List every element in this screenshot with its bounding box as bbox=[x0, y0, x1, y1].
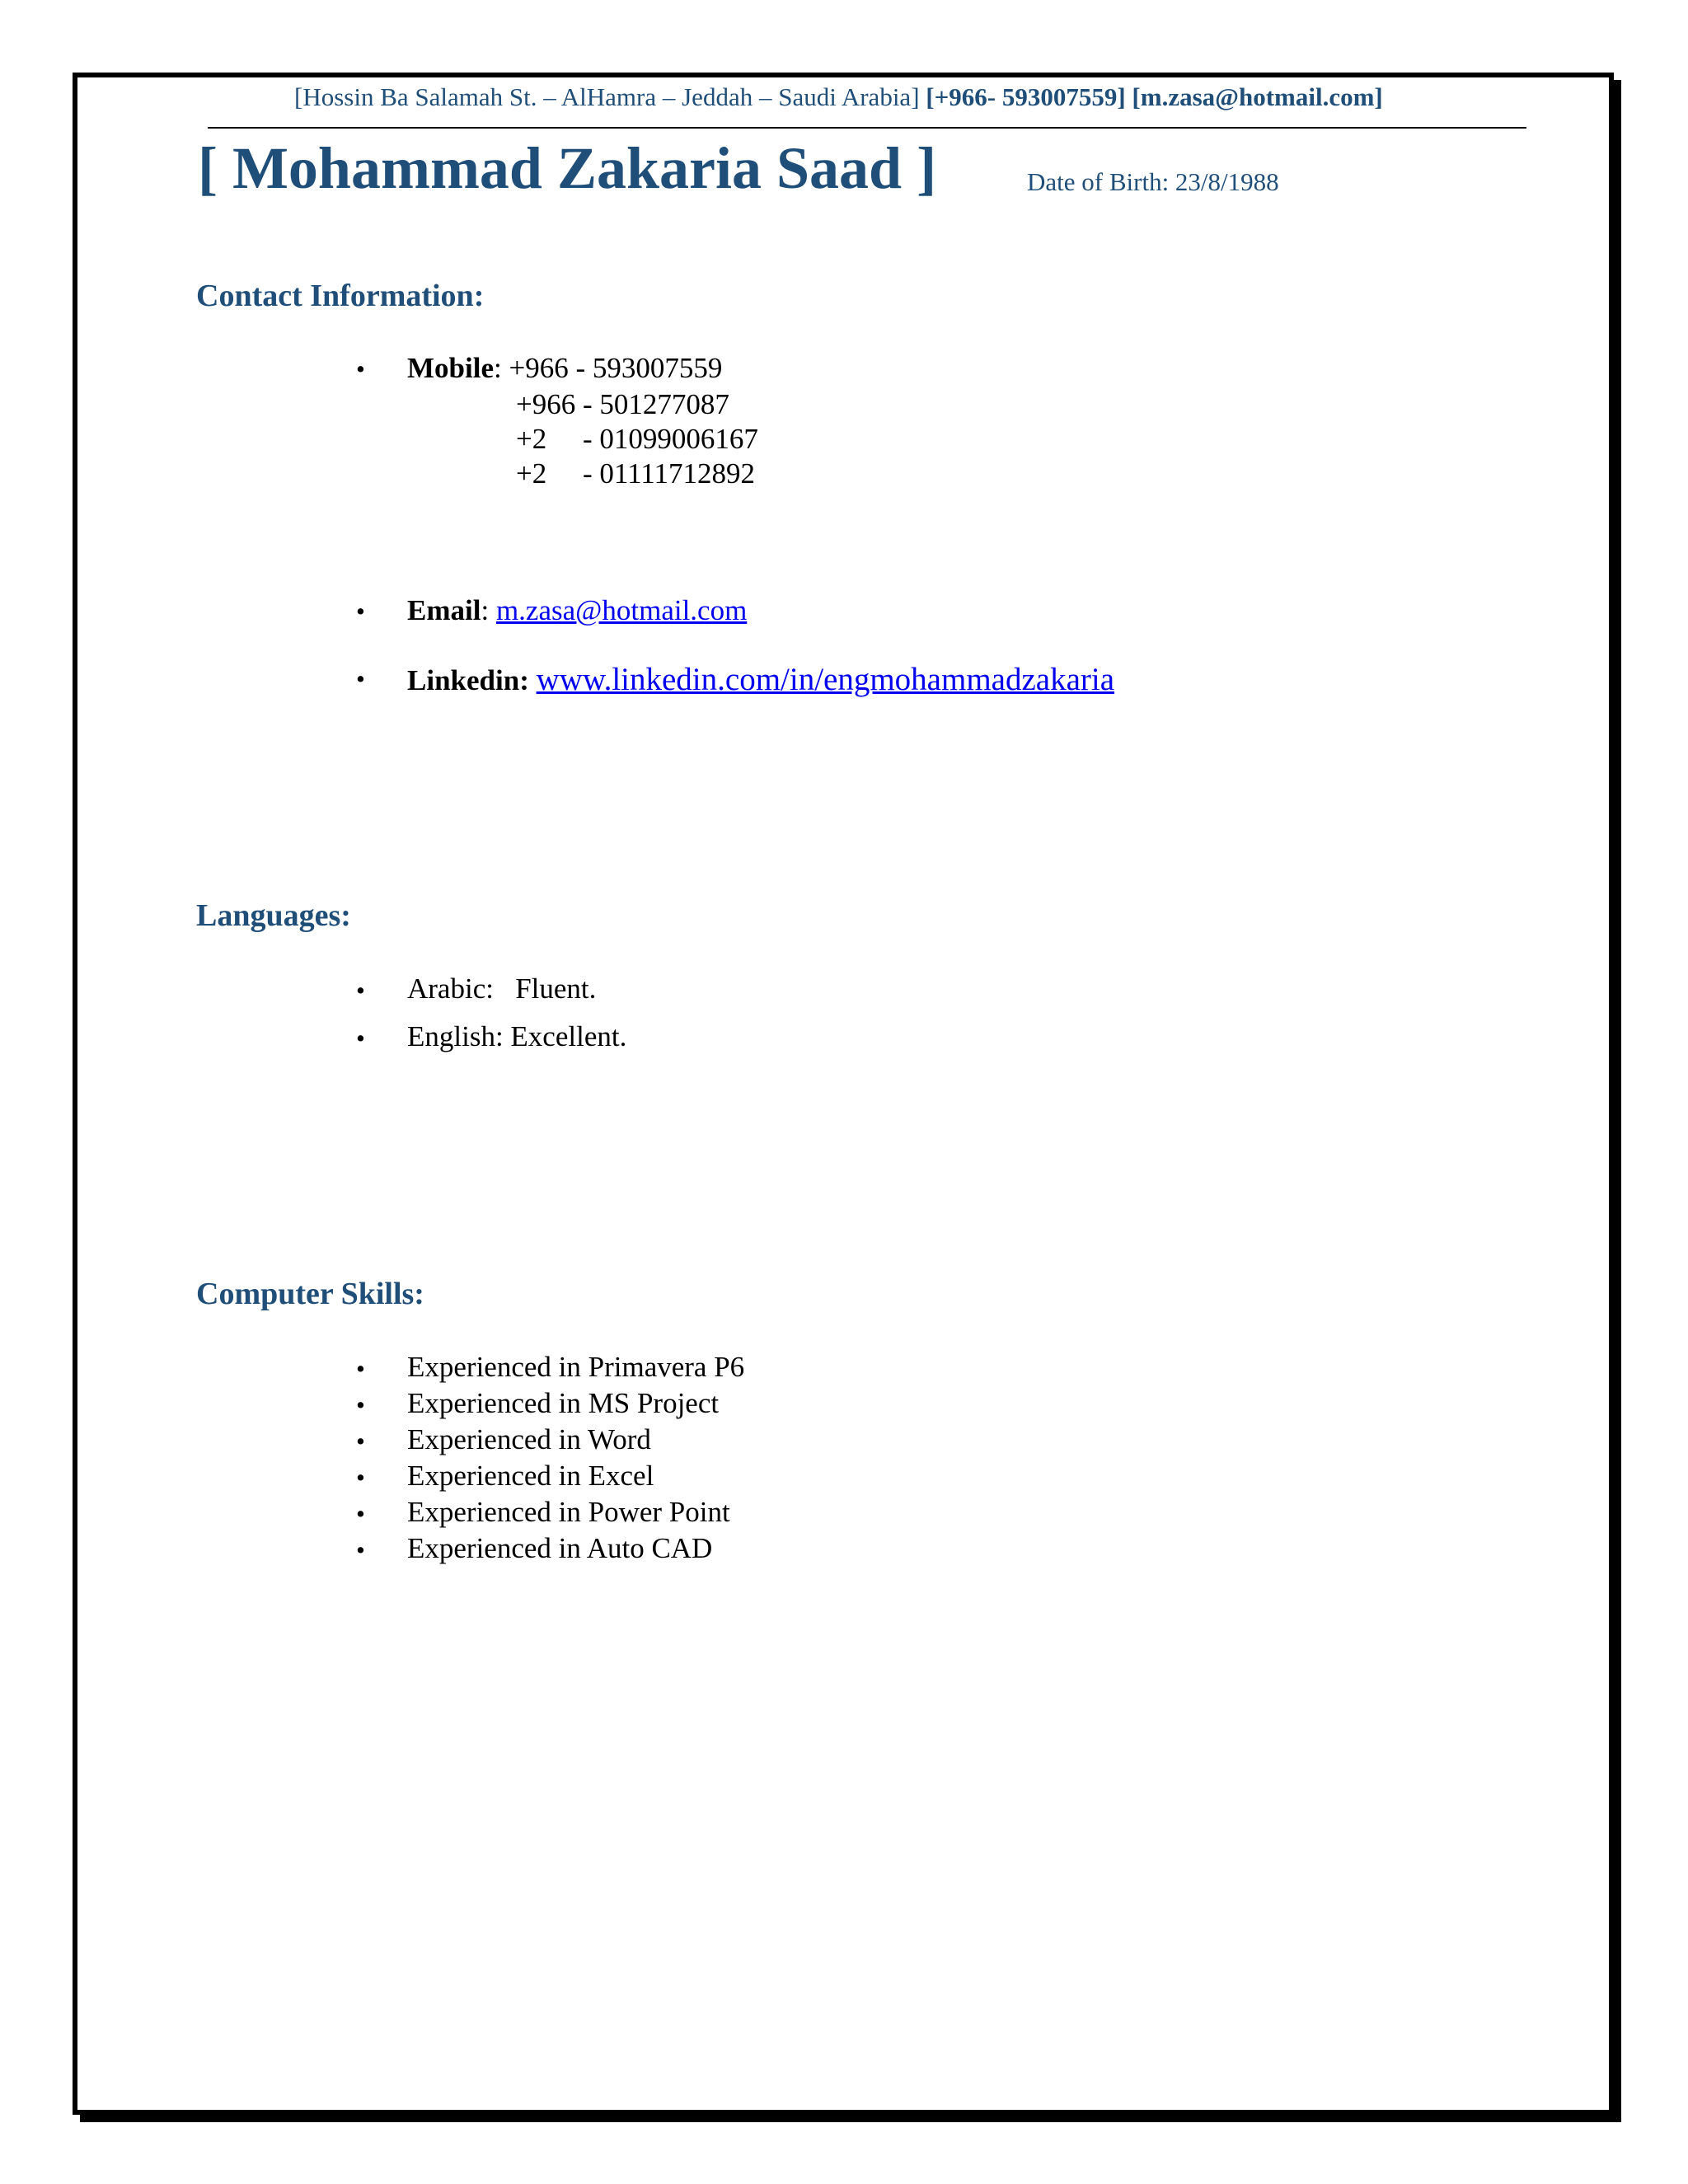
bullet-icon: • bbox=[356, 1535, 365, 1564]
page-frame bbox=[73, 73, 1614, 2115]
mobile-number-3: +2 - 01099006167 bbox=[516, 423, 758, 455]
header-divider bbox=[208, 127, 1526, 129]
email-line bbox=[407, 594, 747, 627]
mobile-line bbox=[407, 352, 722, 385]
email-link[interactable]: m.zasa@hotmail.com bbox=[495, 594, 748, 626]
bullet-icon: • bbox=[356, 1024, 365, 1052]
header-address-line bbox=[294, 82, 1383, 112]
mobile-number-1: +966 - 593007559 bbox=[509, 352, 723, 384]
mobile-separator: : bbox=[493, 352, 509, 384]
linkedin-label: Linkedin: bbox=[407, 664, 529, 696]
skill-item: Experienced in Excel bbox=[407, 1460, 654, 1492]
linkedin-line bbox=[407, 661, 1114, 698]
bullet-icon: • bbox=[356, 1427, 365, 1455]
header-email: [m.zasa@hotmail.com] bbox=[1132, 82, 1383, 111]
skill-item: Experienced in Power Point bbox=[407, 1496, 730, 1528]
email-label: Email bbox=[407, 594, 481, 626]
bullet-icon: • bbox=[356, 597, 365, 626]
linkedin-link[interactable]: www.linkedin.com/in/engmohammadzakaria bbox=[536, 662, 1115, 697]
skill-item: Experienced in Word bbox=[407, 1423, 651, 1455]
email-separator: : bbox=[481, 594, 496, 626]
candidate-name: [ Mohammad Zakaria Saad ] bbox=[198, 135, 937, 201]
bullet-icon: • bbox=[356, 1499, 365, 1528]
bullet-icon: • bbox=[356, 664, 365, 693]
bullet-icon: • bbox=[356, 976, 365, 1005]
language-item-english: English: Excellent. bbox=[407, 1020, 627, 1052]
contact-heading: Contact Information: bbox=[196, 279, 485, 313]
header-phone: [+966- 593007559] bbox=[926, 82, 1126, 111]
skill-item: Experienced in Auto CAD bbox=[407, 1532, 713, 1564]
mobile-label: Mobile bbox=[407, 352, 494, 384]
skills-heading: Computer Skills: bbox=[196, 1277, 424, 1311]
mobile-number-4: +2 - 01111712892 bbox=[516, 457, 755, 490]
languages-heading: Languages: bbox=[196, 898, 351, 933]
mobile-number-2: +966 - 501277087 bbox=[516, 388, 729, 420]
bullet-icon: • bbox=[356, 354, 365, 383]
language-item-arabic: Arabic: Fluent. bbox=[407, 972, 597, 1005]
header-address: [Hossin Ba Salamah St. – AlHamra – Jeddah – Saudi Arabia] bbox=[294, 82, 920, 111]
bullet-icon: • bbox=[356, 1354, 365, 1383]
bullet-icon: • bbox=[356, 1463, 365, 1492]
skill-item: Experienced in Primavera P6 bbox=[407, 1351, 745, 1383]
date-of-birth: Date of Birth: 23/8/1988 bbox=[1027, 167, 1279, 196]
skill-item: Experienced in MS Project bbox=[407, 1387, 720, 1419]
bullet-icon: • bbox=[356, 1390, 365, 1419]
